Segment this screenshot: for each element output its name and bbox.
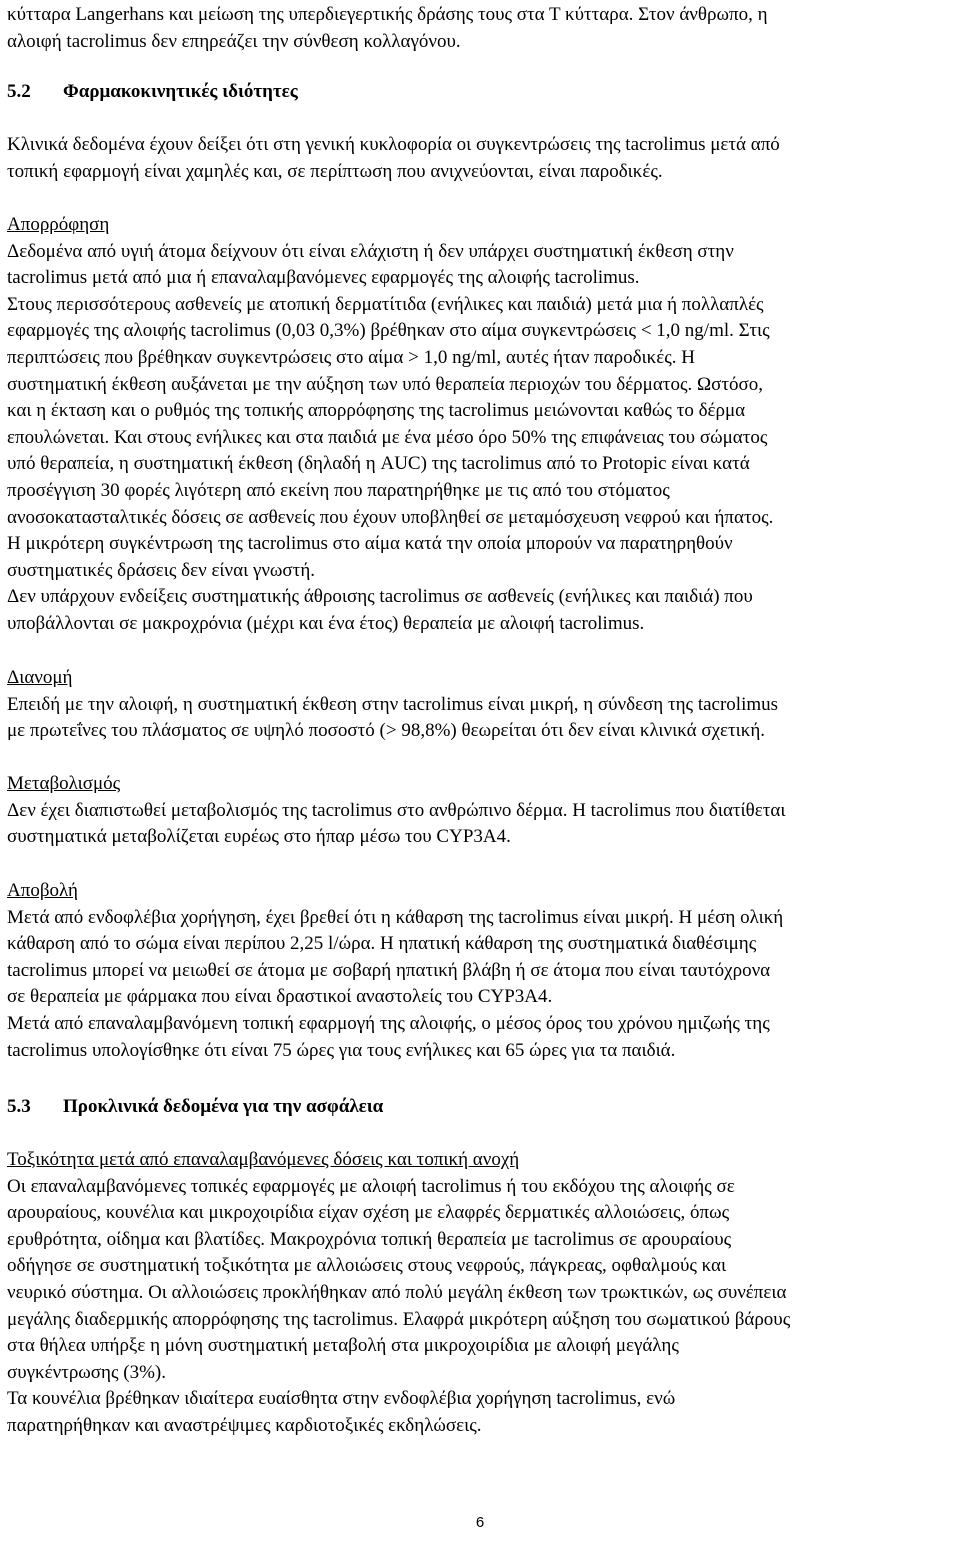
section-5-2-heading bbox=[7, 79, 298, 106]
text-line: με πρωτεΐνες του πλάσματος σε υψηλό ποσοστό (> 98,8%) θεωρείται ότι δεν είναι κλινικά σχετική. bbox=[7, 720, 766, 742]
text-line: παρατηρήθηκαν και αναστρέψιμες καρδιοτοξικές εκδηλώσεις. bbox=[7, 1414, 482, 1436]
section-title: Φαρμακοκινητικές ιδιότητες bbox=[63, 81, 298, 102]
text-line: Μετά από ενδοφλέβια χορήγηση, έχει βρεθεί ότι η κάθαρση της tacrolimus είναι μικρή. Η μέση ολική bbox=[7, 906, 784, 928]
text-line: οδήγησε σε συστηματική τοξικότητα με αλλοιώσεις στους νεφρούς, πάγκρεας, οφθαλμούς και bbox=[7, 1255, 727, 1277]
subheading-absorption: Απορρόφηση bbox=[7, 214, 110, 235]
text-line: Η μικρότερη συγκέντρωση της tacrolimus στο αίμα κατά την οποία μπορούν να παρατηρηθούν bbox=[7, 533, 733, 555]
text-line: tacrolimus μετά από μια ή επαναλαμβανόμενες εφαρμογές της αλοιφής tacrolimus. bbox=[7, 267, 640, 289]
section-number: 5.3 bbox=[7, 1096, 31, 1117]
text-line: υποβάλλονται σε μακροχρόνια (μέχρι και ένα έτος) θεραπεία με αλοιφή tacrolimus. bbox=[7, 612, 645, 634]
absorption-section bbox=[7, 212, 953, 638]
page-number: 6 bbox=[475, 1514, 485, 1531]
toxicity-section bbox=[7, 1147, 953, 1440]
text-line: Δεν υπάρχουν ενδείξεις συστηματικής άθροισης tacrolimus σε ασθενείς (ενήλικες και παιδιά) που bbox=[7, 586, 753, 608]
text-line: νευρικό σύστημα. Οι αλλοιώσεις προκλήθηκαν από πολύ μεγάλη έκθεση των τρωκτικών, ως συνέπεια bbox=[7, 1281, 787, 1303]
text-line: Στους περισσότερους ασθενείς με ατοπική δερματίτιδα (ενήλικες και παιδιά) μετά μια ή πολλαπλές bbox=[7, 293, 764, 315]
pk-intro-paragraph bbox=[7, 132, 953, 185]
text-line: εφαρμογές της αλοιφής tacrolimus (0,03 0,3%) βρέθηκαν στο αίμα συγκεντρώσεις < 1,0 ng/ml. Στις bbox=[7, 320, 770, 342]
elimination-section bbox=[7, 878, 953, 1064]
text-line: αλοιφή tacrolimus δεν επηρεάζει την σύνθεση κολλαγόνου. bbox=[7, 30, 461, 52]
subheading-distribution: Διανομή bbox=[7, 667, 73, 688]
subheading-metabolism: Μεταβολισμός bbox=[7, 773, 121, 794]
text-line: συγκέντρωσης (3%). bbox=[7, 1361, 166, 1383]
text-line: ανοσοκατασταλτικές δόσεις σε ασθενείς που έχουν υποβληθεί σε μεταμόσχευση νεφρού και ήπατος. bbox=[7, 506, 774, 528]
text-line: περιπτώσεις που βρέθηκαν συγκεντρώσεις στο αίμα > 1,0 ng/ml, αυτές ήταν παροδικές. Η bbox=[7, 346, 695, 368]
text-line: Κλινικά δεδομένα έχουν δείξει ότι στη γενική κυκλοφορία οι συγκεντρώσεις της tacrolimus μετά από bbox=[7, 134, 780, 155]
text-line: κάθαρση από το σώμα είναι περίπου 2,25 l/ώρα. Η ηπατική κάθαρση της συστηματικά διαθέσιμης bbox=[7, 933, 757, 955]
section-title: Προκλινικά δεδομένα για την ασφάλεια bbox=[63, 1096, 384, 1117]
text-line: επουλώνεται. Και στους ενήλικες και στα παιδιά με ένα μέσο όρο 50% της επιφάνειας του σώματος bbox=[7, 426, 768, 448]
text-line: tacrolimus μπορεί να μειωθεί σε άτομα με σοβαρή ηπατική βλάβη ή σε άτομα που είναι ταυτόχρονα bbox=[7, 959, 771, 981]
text-line: Τα κουνέλια βρέθηκαν ιδιαίτερα ευαίσθητα στην ενδοφλέβια χορήγηση tacrolimus, ενώ bbox=[7, 1388, 676, 1410]
text-line: Οι επαναλαμβανόμενες τοπικές εφαρμογές με αλοιφή tacrolimus ή του εκδόχου της αλοιφής σε bbox=[7, 1175, 735, 1197]
text-line: συστηματικά μεταβολίζεται ευρέως στο ήπαρ μέσω του CYP3A4. bbox=[7, 826, 511, 848]
section-5-3-heading bbox=[7, 1094, 383, 1121]
metabolism-section bbox=[7, 771, 953, 851]
text-line: Δεν έχει διαπιστωθεί μεταβολισμός της tacrolimus στο ανθρώπινο δέρμα. Η tacrolimus που διατίθεται bbox=[7, 799, 786, 821]
text-line: τοπική εφαρμογή είναι χαμηλές και, σε περίπτωση που ανιχνεύονται, είναι παροδικές. bbox=[7, 160, 663, 182]
text-line: αρουραίους, κουνέλια και μικροχοιρίδια είχαν σχέση με ελαφρές δερματικές αλλοιώσεις, όπως bbox=[7, 1202, 730, 1224]
text-line: Μετά από επαναλαμβανόμενη τοπική εφαρμογή της αλοιφής, ο μέσος όρος του χρόνου ημιζωής της bbox=[7, 1012, 770, 1034]
text-line: σε θεραπεία με φάρμακα που είναι δραστικοί αναστολείς του CYP3A4. bbox=[7, 986, 553, 1008]
text-line: συστηματική έκθεση αυξάνεται με την αύξηση των υπό θεραπεία περιοχών του δέρματος. Ωστόσο, bbox=[7, 373, 763, 395]
subheading-toxicity: Τοξικότητα μετά από επαναλαμβανόμενες δόσεις και τοπική ανοχή bbox=[7, 1149, 520, 1170]
text-line: και η έκταση και ο ρυθμός της τοπικής απορρόφησης της tacrolimus μειώνονται καθώς το δέρμα bbox=[7, 400, 746, 422]
intro-paragraph bbox=[7, 2, 953, 55]
subheading-elimination: Αποβολή bbox=[7, 880, 78, 901]
text-line: συστηματικές δράσεις δεν είναι γνωστή. bbox=[7, 559, 315, 581]
text-line: ερυθρότητα, οίδημα και βλατίδες. Μακροχρόνια τοπική θεραπεία με tacrolimus σε αρουραίους bbox=[7, 1228, 732, 1250]
distribution-section bbox=[7, 665, 953, 745]
text-line: μεγάλης διαδερμικής απορρόφησης της tacrolimus. Ελαφρά μικρότερη αύξηση του σωματικού βάρους bbox=[7, 1308, 791, 1330]
text-line: tacrolimus υπολογίσθηκε ότι είναι 75 ώρες για τους ενήλικες και 65 ώρες για τα παιδιά. bbox=[7, 1039, 676, 1061]
text-line: Δεδομένα από υγιή άτομα δείχνουν ότι είναι ελάχιστη ή δεν υπάρχει συστηματική έκθεση στην bbox=[7, 240, 734, 262]
text-line: κύτταρα Langerhans και μείωση της υπερδιεγερτικής δράσης τους στα Τ κύτταρα. Στον άνθρωπο, η bbox=[7, 4, 768, 25]
text-line: προσέγγιση 30 φορές λιγότερη από εκείνη που παρατηρήθηκε με τις από του στόματος bbox=[7, 479, 670, 501]
text-line: στα θήλεα υπήρξε η μόνη συστηματική μεταβολή στα μικροχοιρίδια με αλοιφή μεγάλης bbox=[7, 1335, 679, 1357]
text-line: υπό θεραπεία, η συστηματική έκθεση (δηλαδή η AUC) της tacrolimus από το Protopic είναι κατά bbox=[7, 453, 750, 475]
text-line: Επειδή με την αλοιφή, η συστηματική έκθεση στην tacrolimus είναι μικρή, η σύνδεση της tacrolimus bbox=[7, 693, 779, 715]
section-number: 5.2 bbox=[7, 81, 31, 102]
